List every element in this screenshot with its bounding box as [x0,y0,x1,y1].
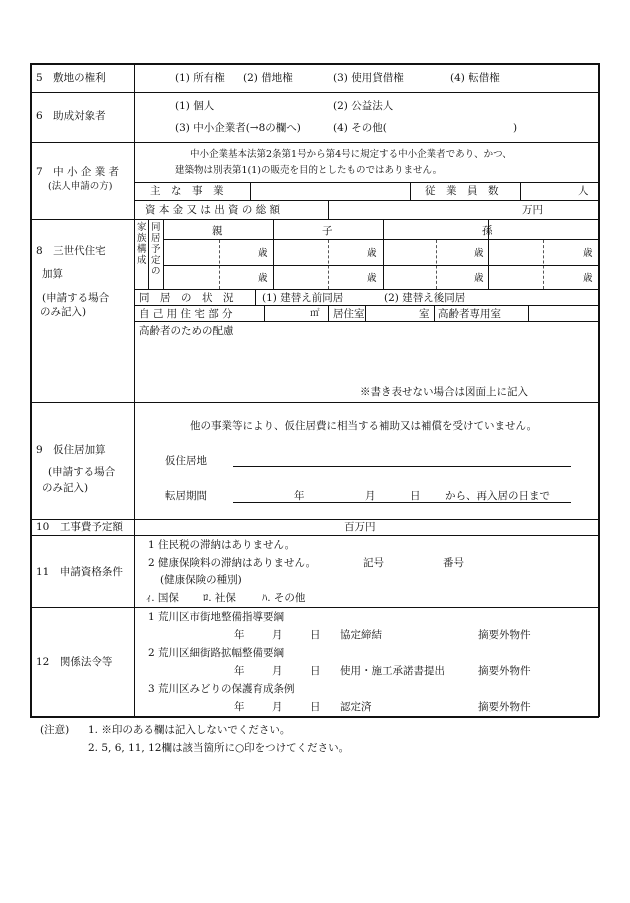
insurance-symbol-label: 記号 [363,557,384,569]
day-unit: 日 [310,665,321,677]
grandchild-header: 孫 [482,225,493,237]
label-column-divider [134,64,135,716]
row6-option-4[interactable]: (4) その他( [333,122,387,134]
law-1-exempt[interactable]: 摘要外物件 [478,629,531,641]
age-unit: 歳 [583,273,593,284]
employee-count-field[interactable] [522,184,572,199]
elderly-consideration-label: 高齢者のための配慮 [139,325,234,337]
age-unit: 歳 [474,273,484,284]
employee-count-label: 従 業 員 数 [425,185,499,197]
child-header: 子 [322,225,333,237]
row5-label: 5 敷地の権利 [36,72,106,84]
row6-option-3[interactable]: (3) 中小企業者(→8の欄へ) [175,122,301,134]
capital-unit: 万円 [522,204,543,216]
row6-option-2[interactable]: (2) 公益法人 [333,100,394,112]
age-unit: 歳 [367,248,377,259]
law-3-exempt[interactable]: 摘要外物件 [478,701,531,713]
cohabitation-option-1[interactable]: (1) 建替え前同居 [262,292,344,304]
insurance-type-3[interactable]: ﾊ. その他 [262,592,306,604]
month-unit: 月 [272,665,283,677]
year-unit: 年 [234,629,245,641]
temporary-residence-label: 仮住居地 [165,455,207,467]
row9-label: 9 仮住居加算 [36,444,106,456]
area-unit: ㎡ [310,308,320,319]
law-1[interactable]: 1 荒川区市街地整備指導要綱 [148,611,285,623]
table-border-left [30,63,32,717]
row5-option-3[interactable]: (3) 使用貸借権 [333,72,404,84]
row11-label: 11 申請資格条件 [36,566,123,578]
row7-label: 7 中 小 企 業 者 [36,166,120,178]
row8-note-1: (申請する場合 [42,292,110,304]
year-unit: 年 [234,701,245,713]
row10-label: 10 工事費予定額 [36,521,123,533]
age-unit: 歳 [474,248,484,259]
elderly-room-label: 高齢者専用室 [438,308,501,320]
law-2-exempt[interactable]: 摘要外物件 [478,665,531,677]
moving-period-label: 転居期間 [165,490,207,502]
row5-option-4[interactable]: (4) 転借権 [450,72,500,84]
main-business-field[interactable] [252,184,408,199]
age-unit: 歳 [258,273,268,284]
law-2[interactable]: 2 荒川区細街路拡幅整備要綱 [148,647,285,659]
row5-option-1[interactable]: (1) 所有権 [175,72,225,84]
drawing-note: ※書き表せない場合は図面上に記入 [360,386,528,398]
row7-statement-2: 建築物は別表第1(1)の販売を目的としたものではありません。 [175,165,443,176]
row9-note-2: のみ記入) [42,482,89,494]
note-2: 2. 5, 6, 11, 12欄は該当箇所に○印をつけてください。 [88,742,350,754]
own-residence-label: 自 己 用 住 宅 部 分 [139,308,233,320]
row9-note-1: (申請する場合 [48,466,116,478]
planned-cohabitation-label: 同居予定の [151,222,161,277]
table-border-bottom [30,716,599,718]
cost-unit: 百万円 [344,521,376,533]
row9-statement: 他の事業等により、仮住居費に相当する補助又は補償を受けていません。 [190,420,538,432]
cohabitation-option-2[interactable]: (2) 建替え後同居 [384,292,466,304]
age-unit: 歳 [258,248,268,259]
living-room-label: 居住室 [333,308,365,320]
row8-note-2: のみ記入) [40,306,87,318]
insurance-type-label: (健康保険の種別) [160,574,242,586]
row6-option-1[interactable]: (1) 個人 [175,100,215,112]
row6-option-4-close: ) [513,122,518,134]
law-3-status: 認定済 [340,701,372,713]
capital-field[interactable] [330,203,518,218]
day-unit: 日 [310,701,321,713]
month-unit: 月 [272,629,283,641]
insurance-type-2[interactable]: ﾛ. 社保 [203,592,236,604]
month-unit: 月 [272,701,283,713]
row8-label: 8 三世代住宅 [36,245,106,257]
law-1-status: 協定締結 [340,629,382,641]
table-border-right [598,63,600,717]
temporary-residence-field[interactable] [233,466,571,467]
insurance-number-label: 番号 [443,557,464,569]
law-3[interactable]: 3 荒川区みどりの保護育成条例 [148,683,295,695]
family-composition-label: 家族構成 [137,222,147,266]
note-1: 1. ※印のある欄は記入しないでください。 [88,724,291,736]
row8-sublabel: 加算 [42,268,63,280]
row6-label: 6 助成対象者 [36,110,106,122]
condition-2[interactable]: 2 健康保険料の滞納はありません。 [148,557,317,569]
row7-sublabel: (法人申請の方) [48,181,113,192]
room-unit: 室 [419,308,430,320]
until-reoccupation: から、再入居の日まで [445,490,550,502]
condition-1[interactable]: 1 住民税の滞納はありません。 [148,539,296,551]
insurance-type-1[interactable]: ｨ. 国保 [146,592,179,604]
age-unit: 歳 [583,248,593,259]
row7-statement-1: 中小企業基本法第2条第1号から第4号に規定する中小企業者であり、かつ、 [190,149,512,160]
cohabitation-status-label: 同 居 の 状 況 [139,292,234,304]
day-unit: 日 [310,629,321,641]
row5-option-2[interactable]: (2) 借地権 [243,72,293,84]
year-unit: 年 [234,665,245,677]
main-business-label: 主 な 事 業 [150,185,224,197]
age-unit: 歳 [367,273,377,284]
elderly-consideration-field[interactable] [137,340,595,384]
month-unit: 月 [365,490,376,502]
construction-cost-field[interactable] [137,521,337,534]
law-2-status: 使用・施工承諾書提出 [340,665,445,677]
notes-heading: (注意) [40,724,70,736]
table-border-top [30,63,599,65]
day-unit: 日 [410,490,421,502]
employee-unit: 人 [578,185,589,197]
year-unit: 年 [294,490,305,502]
capital-label: 資 本 金 又 は 出 資 の 総 額 [145,204,281,216]
parent-header: 親 [212,225,223,237]
row12-label: 12 関係法令等 [36,656,113,668]
